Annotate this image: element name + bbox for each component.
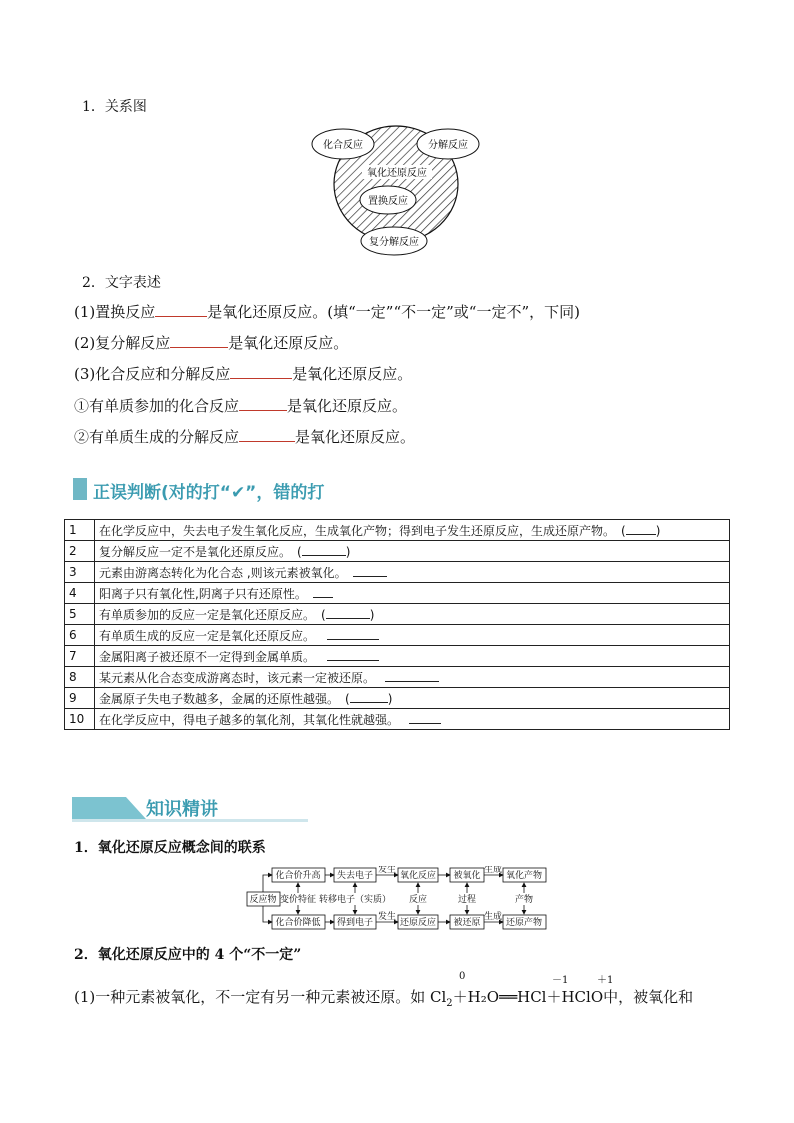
flow-reduction-reaction: 还原反应	[399, 918, 437, 928]
answer-slot[interactable]	[409, 712, 441, 727]
ox-state-hclo: ＋1	[597, 975, 614, 986]
flow-valence-down: 化合价降低	[275, 918, 321, 928]
row-number: 4	[65, 583, 95, 604]
line-text: 是氧化还原反应。	[287, 397, 408, 415]
knowledge-banner-title: 知识精讲	[146, 799, 218, 820]
flow-process: 过程	[457, 895, 477, 905]
flow-feature: 变价特征	[279, 895, 317, 905]
section-heading-text: 2．文字表述	[82, 275, 161, 291]
reaction-venn-diagram	[308, 124, 488, 258]
statement-text: 某元素从化合态变成游离态时，该元素一定被还原。	[99, 670, 376, 685]
flow-reduced: 被还原	[453, 918, 481, 928]
table-row	[65, 541, 730, 562]
flow-gain-electron: 得到电子	[336, 918, 374, 928]
table-row	[65, 625, 730, 646]
fill-line-1	[74, 301, 580, 322]
row-number: 3	[65, 562, 95, 583]
combination-label: 化合反应	[323, 140, 363, 151]
statement-text: 有单质参加的反应一定是氧化还原反应。	[99, 607, 316, 622]
ox-state-hcl: －1	[552, 975, 569, 986]
line-text: ①有单质参加的化合反应	[74, 397, 240, 415]
flow-occur-top: 发生	[377, 866, 397, 875]
double-decomposition-label: 复分解反应	[369, 237, 419, 248]
flow-reaction: 反应	[408, 895, 428, 905]
flow-product: 产物	[514, 895, 534, 905]
row-number: 2	[65, 541, 95, 562]
knowledge-heading-2: 2．氧化还原反应中的 4 个“不一定”	[74, 947, 302, 963]
table-row	[65, 646, 730, 667]
fill-line-4	[74, 395, 407, 416]
ox-state-cl2: 0	[459, 971, 466, 982]
decomposition-label: 分解反应	[428, 140, 468, 151]
statement-text: 复分解反应一定不是氧化还原反应。	[99, 544, 292, 559]
line-text: 是氧化还原反应。(填“一定”“不一定”或“一定不”，下同)	[207, 303, 580, 321]
row-statement	[95, 562, 730, 583]
statement-text: 在化学反应中，失去电子发生氧化反应，生成氧化产物；得到电子发生还原反应，生成还原产物。	[99, 523, 616, 538]
line-text: (1)置换反应	[74, 303, 156, 321]
section-marker	[73, 478, 87, 500]
row-statement	[95, 646, 730, 667]
flow-oxidation-product: 氧化产物	[505, 871, 543, 881]
answer-slot[interactable]	[327, 649, 379, 664]
flow-generate-top: 生成	[483, 866, 503, 875]
line-text: 是氧化还原反应。	[292, 365, 413, 383]
line-text: (3)化合反应和分解反应	[74, 365, 231, 383]
row-statement	[95, 688, 730, 709]
redox-label: 氧化还原反应	[367, 168, 427, 179]
answer-slot[interactable]	[327, 628, 379, 643]
table-row	[65, 604, 730, 625]
statement-text: 元素由游离态转化为化合态 ,则该元素被氧化。	[99, 565, 347, 580]
table-row	[65, 562, 730, 583]
answer-blank[interactable]	[230, 364, 292, 379]
answer-slot[interactable]: ( )	[345, 691, 393, 706]
row-number: 8	[65, 667, 95, 688]
fill-line-3	[74, 363, 412, 384]
statement-text: 金属阳离子被还原不一定得到金属单质。	[99, 649, 316, 664]
paragraph-text: (1)一种元素被氧化，不一定有另一种元素被还原。如 Cl	[74, 988, 447, 1006]
row-number: 6	[65, 625, 95, 646]
flow-reduction-product: 还原产物	[505, 918, 543, 928]
fill-line-5	[74, 426, 415, 447]
row-number: 10	[65, 709, 95, 730]
paragraph-not-necessarily-1	[74, 986, 693, 1009]
answer-slot[interactable]: ( )	[321, 607, 375, 622]
answer-blank[interactable]	[155, 302, 207, 317]
flow-lose-electron: 失去电子	[336, 871, 374, 881]
statement-text: 阳离子只有氧化性,阴离子只有还原性。	[99, 586, 307, 601]
table-row	[65, 709, 730, 730]
table-row	[65, 583, 730, 604]
row-number: 7	[65, 646, 95, 667]
redox-concept-flowchart	[245, 866, 550, 932]
paragraph-equation: ＋H₂O══HCl＋HClO中，被氧化和	[452, 988, 694, 1006]
line-text: 是氧化还原反应。	[228, 334, 349, 352]
row-statement	[95, 520, 730, 541]
section-heading-diagram: 1．关系图	[82, 99, 147, 115]
fill-line-2	[74, 332, 348, 353]
line-text: (2)复分解反应	[74, 334, 171, 352]
statement-text: 金属原子失电子数越多，金属的还原性越强。	[99, 691, 340, 706]
flow-reactant: 反应物	[249, 895, 277, 905]
row-statement	[95, 541, 730, 562]
flow-occur-bottom: 发生	[377, 912, 397, 922]
line-text: ②有单质生成的分解反应	[74, 428, 240, 446]
table-row	[65, 688, 730, 709]
row-statement	[95, 625, 730, 646]
line-text: 是氧化还原反应。	[295, 428, 416, 446]
answer-slot[interactable]: ( )	[297, 544, 351, 559]
answer-blank[interactable]	[239, 427, 295, 442]
row-number: 5	[65, 604, 95, 625]
flow-essence: 转移电子（实质）	[318, 895, 392, 905]
flow-oxidized: 被氧化	[453, 871, 481, 881]
answer-blank[interactable]	[239, 396, 287, 411]
answer-slot[interactable]: ( )	[621, 523, 661, 538]
subscript: 2	[446, 998, 453, 1009]
answer-slot[interactable]	[385, 670, 439, 685]
row-statement	[95, 604, 730, 625]
displacement-label: 置换反应	[368, 196, 408, 207]
statement-text: 在化学反应中，得电子越多的氧化剂，其氧化性就越强。	[99, 712, 400, 727]
judge-section-title: 正误判断(对的打“✔”，错的打	[93, 483, 325, 503]
row-number: 9	[65, 688, 95, 709]
answer-slot[interactable]	[313, 586, 333, 601]
row-statement	[95, 709, 730, 730]
statement-text: 有单质生成的反应一定是氧化还原反应。	[99, 628, 316, 643]
knowledge-heading-1: 1．氧化还原反应概念间的联系	[74, 840, 266, 856]
table-row	[65, 667, 730, 688]
judge-table	[64, 519, 730, 730]
answer-blank[interactable]	[170, 333, 228, 348]
table-row	[65, 520, 730, 541]
row-statement	[95, 667, 730, 688]
flow-generate-bottom: 生成	[483, 912, 503, 922]
flow-oxidation-reaction: 氧化反应	[399, 871, 437, 881]
flow-valence-up: 化合价升高	[275, 871, 321, 881]
row-statement	[95, 583, 730, 604]
answer-slot[interactable]	[353, 565, 387, 580]
row-number: 1	[65, 520, 95, 541]
